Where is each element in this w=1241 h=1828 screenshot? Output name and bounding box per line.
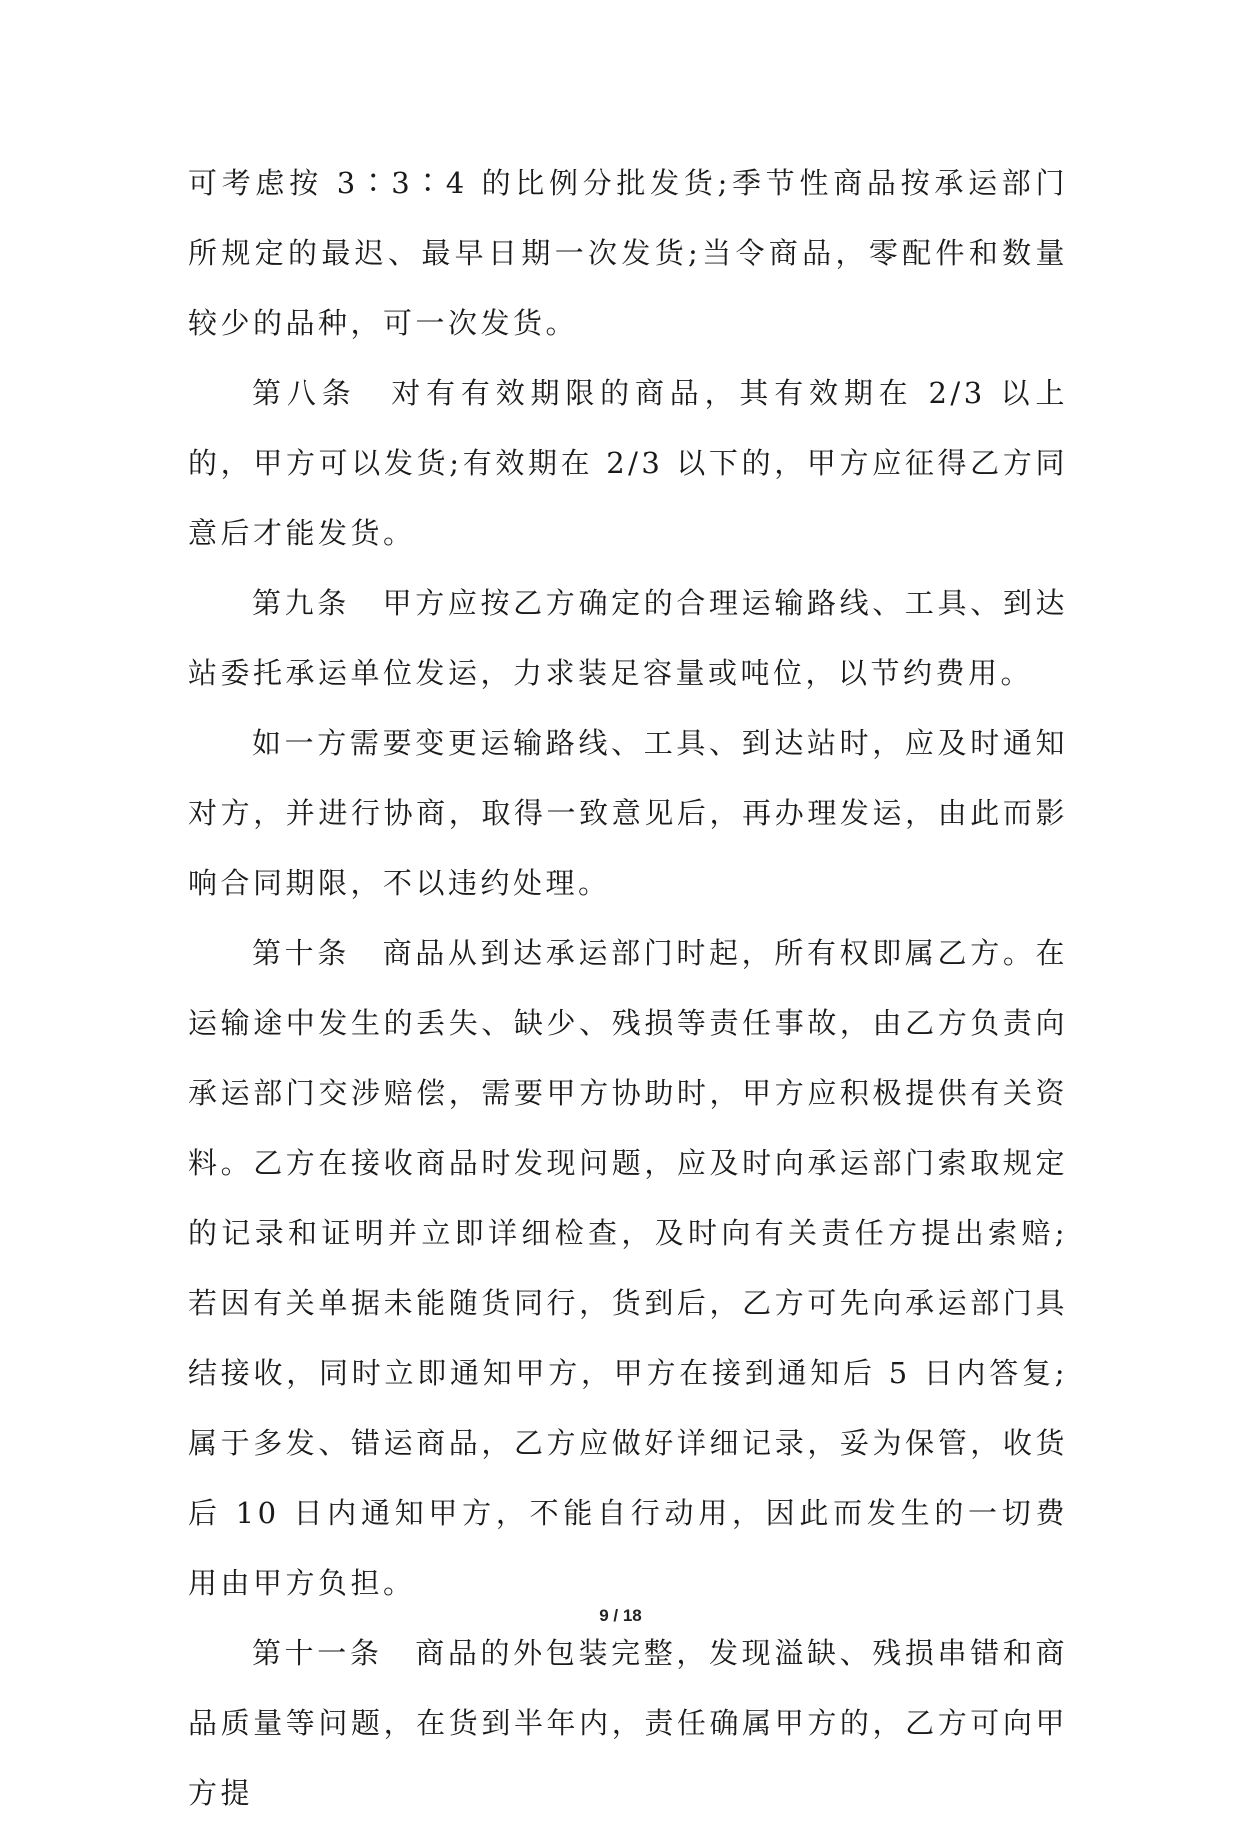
page-number: 9 / 18 <box>599 1606 642 1625</box>
document-body <box>188 148 1068 1828</box>
paragraph-continuation: 可考虑按 3∶3∶4 的比例分批发货;季节性商品按承运部门所规定的最迟、最早日期一次发货;当令商品，零配件和数量较少的品种，可一次发货。 <box>188 166 1068 340</box>
paragraph-route-change: 如一方需要变更运输路线、工具、到达站时，应及时通知对方，并进行协商，取得一致意见后，再办理发运，由此而影响合同期限，不以违约处理。 <box>188 726 1068 900</box>
paragraph-article-11: 第十一条 商品的外包装完整，发现溢缺、残损串错和商品质量等问题，在货到半年内，责任确属甲方的，乙方可向甲方提 <box>188 1636 1068 1810</box>
paragraph-article-10: 第十条 商品从到达承运部门时起，所有权即属乙方。在运输途中发生的丢失、缺少、残损等责任事故，由乙方负责向承运部门交涉赔偿，需要甲方协助时，甲方应积极提供有关资料。乙方在接收商品时发现问题，应及时向承运部门索取规定的记录和证明并立即详细检查，及时向有关责任方提出索赔;若因有关单据未能随货同行，货到后，乙方可先向承运部门具结接收，同时立即通知甲方，甲方在接到通知后 5 日内答复;属于多发、错运商品，乙方应做好详细记录，妥为保管，收货后 10 日内通知甲方，不能自行动用，因此而发生的一切费用由甲方负担。 <box>188 936 1068 1600</box>
paragraph-article-9: 第九条 甲方应按乙方确定的合理运输路线、工具、到达站委托承运单位发运，力求装足容量或吨位，以节约费用。 <box>188 586 1068 690</box>
paragraph-article-8: 第八条 对有有效期限的商品，其有效期在 2/3 以上的，甲方可以发货;有效期在 2/3 以下的，甲方应征得乙方同意后才能发货。 <box>188 376 1068 550</box>
